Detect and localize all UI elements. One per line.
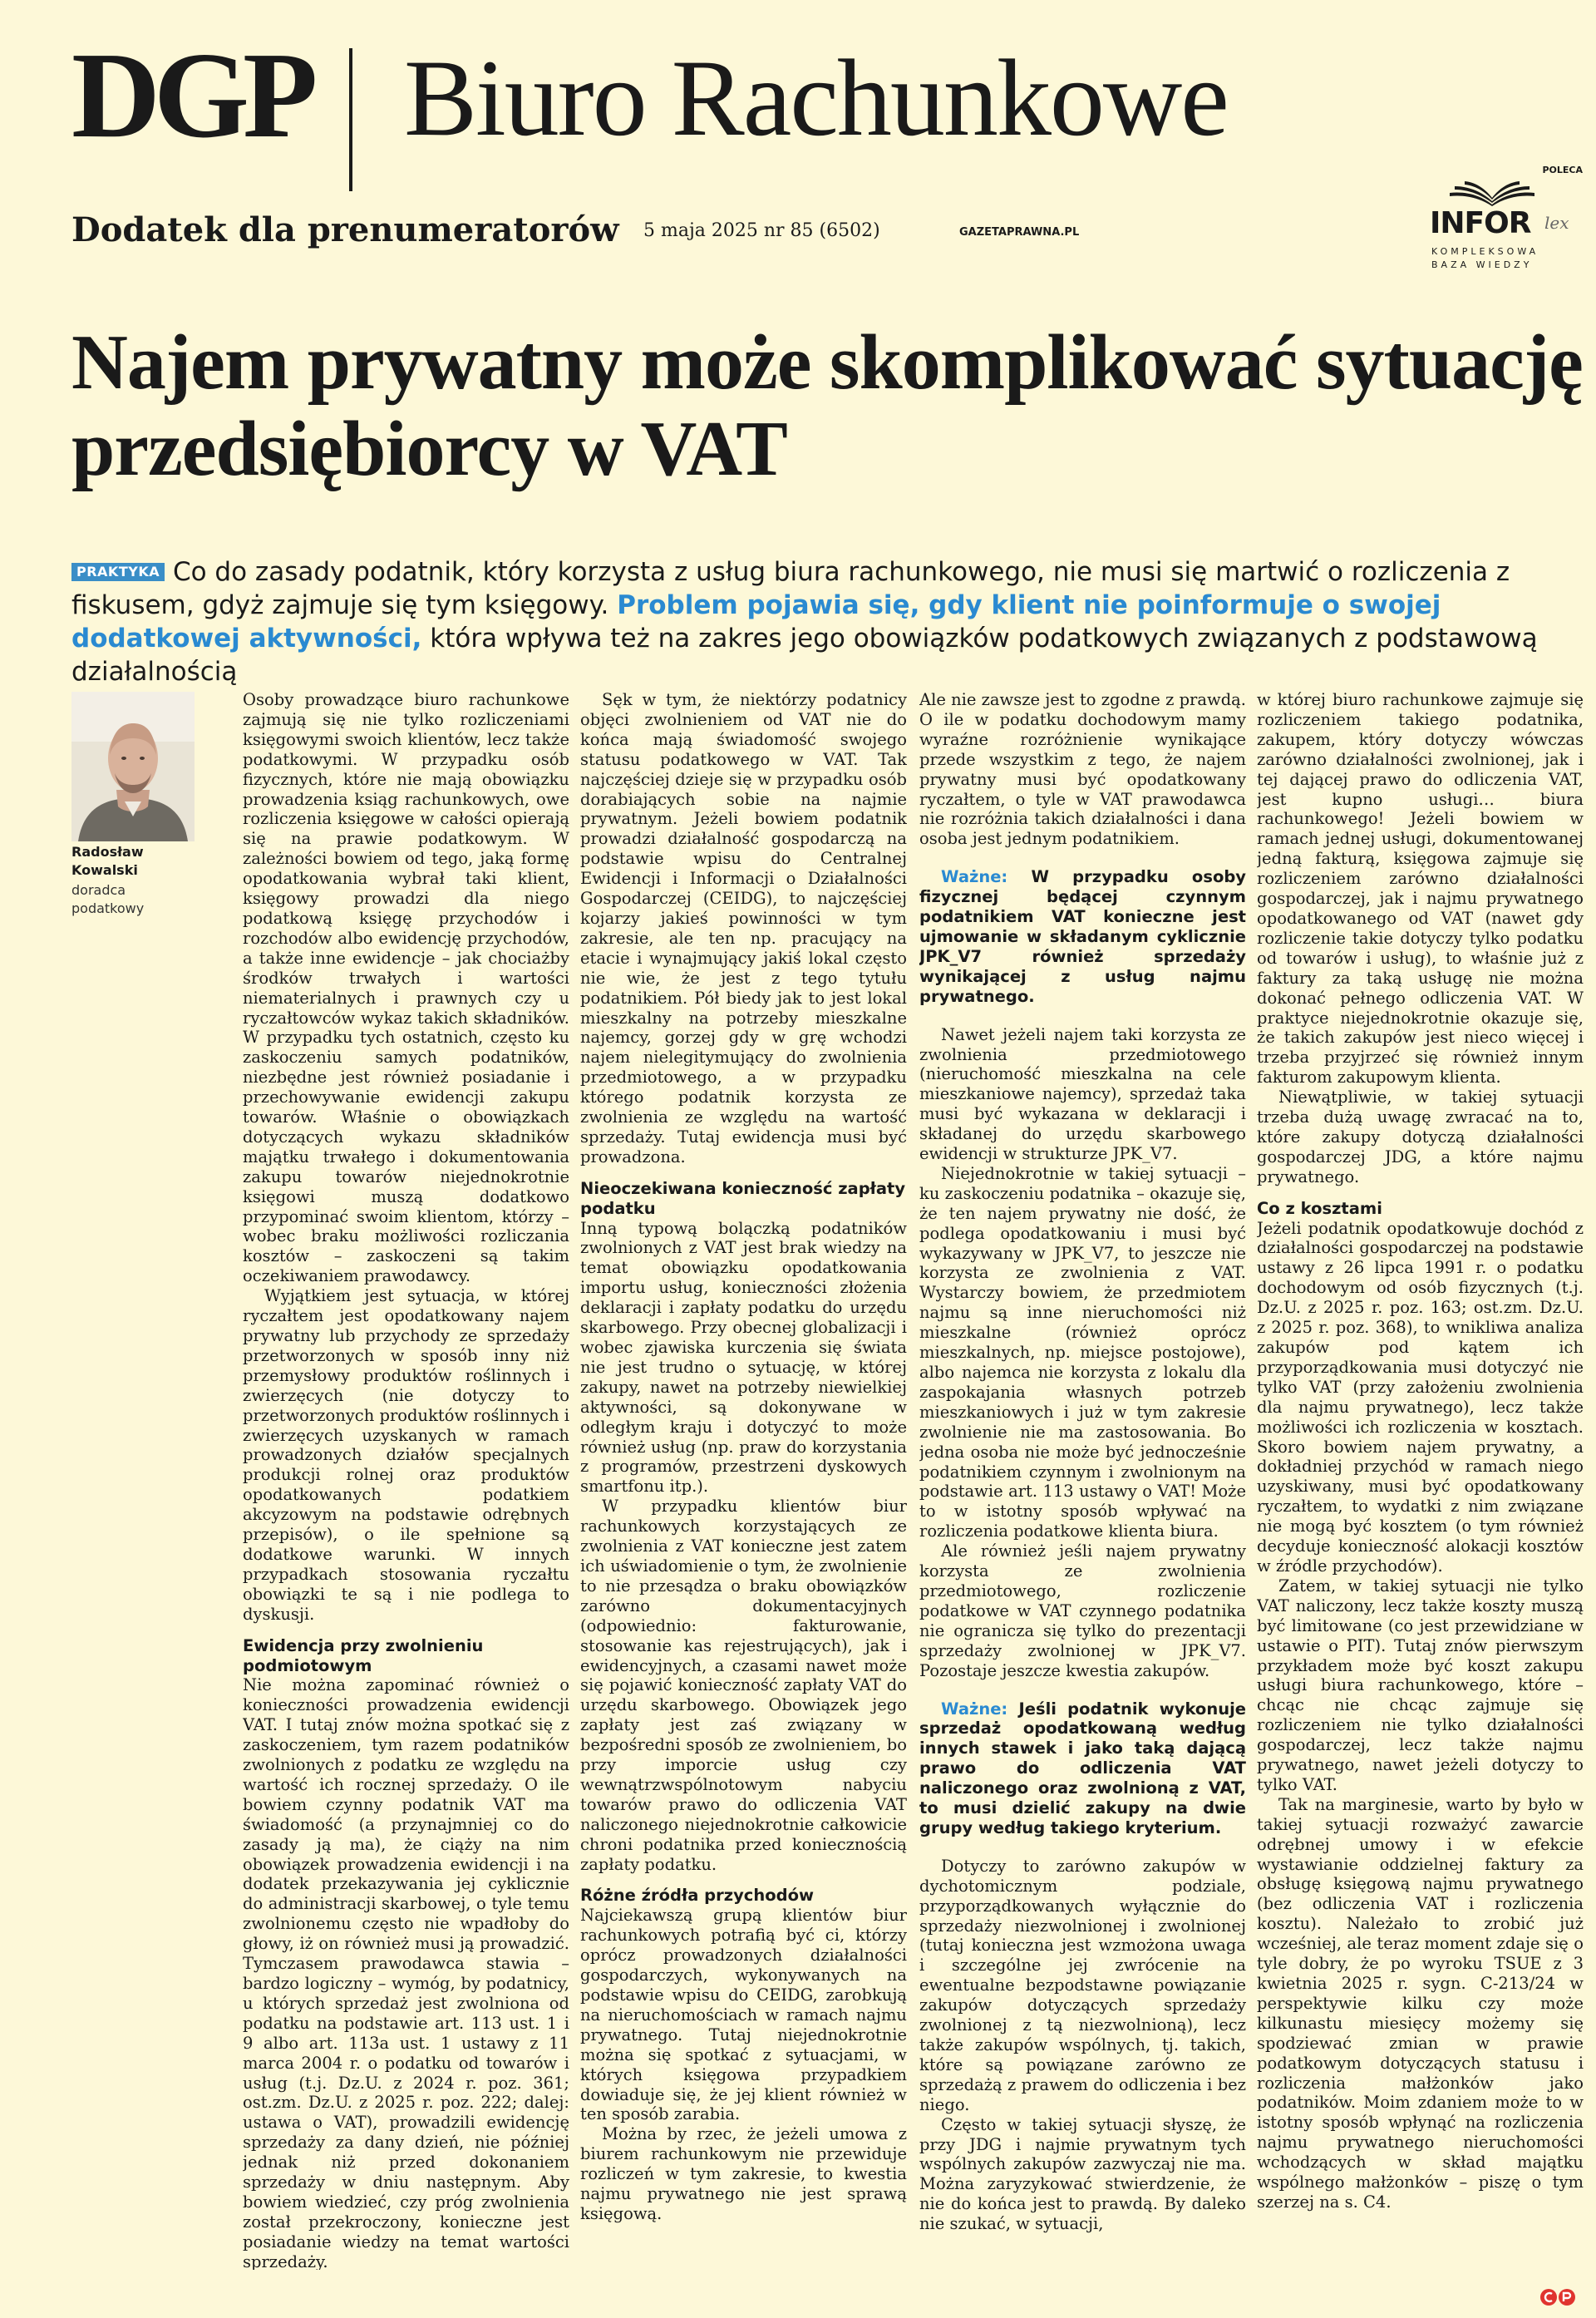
paragraph: Jeżeli podatnik opodatkowuje dochód z działalności gospodarczej na podstawie ustawy z 26 lipca 1991 r. o podatku dochodowym od osób fizycznych (t.j. Dz.U. z 2025 r. poz. 163; ost.zm. Dz.U. z 2025 r. poz. 368), to wnikliwa analiza zakupów pod kątem ich przyporządkowania musi dotyczyć nie tylko VAT (przy założeniu zwolnienia dla najmu prywatnego), lecz także możliwości ich rozliczenia w kosztach. Skoro bowiem najem prywatny, a dokładniej przychód w ramach niego uzyskiwany, musi być opodatkowany ryczałtem, to wydatki z nim związane nie mogą być kosztem (o tym również decyduje konieczność alokacji kosztów w źródle przychodów). [1257,1218,1584,1576]
paragraph: Niewątpliwie, w takiej sytuacji trzeba dużą uwagę zwracać na to, które zakupy dotyczą działalności gospodarczej JDG, a które najmu prywatnego. [1257,1087,1584,1186]
subheading: Różne źródła przychodów [580,1886,815,1906]
important-label: Ważne: [941,867,1008,887]
article-column-4 [1257,690,1584,2270]
article-column-2 [580,690,907,2270]
section-tag[interactable]: PRAKTYKA [71,563,165,581]
important-text: Jeśli podatnik wykonuje sprzedaż opodatkowaną według innych stawek i jako taką dającą prawo do odliczenia VAT naliczonego oraz zwolnioną z VAT, to musi dzielić zakupy na dwie grupy według takiego kryterium. [919,1699,1246,1837]
paragraph: Tak na marginesie, warto by było w takiej sytuacji rozważyć zawarcie odrębnej umowy i w efekcie wystawianie oddzielnej faktury za obsługę księgową najmu prywatnego (bez odliczenia VAT i rozliczenia kosztu). Należało to zrobić już wcześniej, ale teraz moment zdaje się o tyle dobry, że po wyroku TSUE z 3 kwietnia 2025 r. sygn. C-213/24 w perspektywie kilku czy może kilkunastu miesięcy możemy się spodziewać zmian w prawie podatkowym dotyczących statusu i rozliczenia małżonków jako podatników. Moim zdaniem może to w istotny sposób wpłynąć na rozliczenia najmu prywatnego nieruchomości wchodzących w skład majątku wspólnego małżonków – piszę o tym szerzej na s. C4. [1257,1794,1584,2212]
paragraph: Ale również jeśli najem prywatny korzysta ze zwolnienia przedmiotowego, rozliczenie podatkowe w VAT czynnego podatnika nie ogranicza się tylko do prezentacji sprzedaży zwolnionej w JPK_V7. Pozostaje jeszcze kwestia zakupów. [919,1541,1246,1680]
lead-text-1: Co do zasady podatnik, który korzysta z usług biura rachunkowego, nie musi się martwić o rozliczenia z fiskusem, gdyż zajmuje się tym księgowy. [71,557,1510,620]
infor-lex: lex [1544,213,1569,233]
article-column-1 [243,690,569,2270]
masthead-divider [349,48,352,191]
subheading: Nieoczekiwana konieczność zapłaty podatku [580,1178,906,1218]
lead-highlight: Problem pojawia się, gdy klient nie poinformuje o swojej dodatkowej aktywności, [71,590,1441,653]
paragraph: Osoby prowadzące biuro rachunkowe zajmują się nie tylko rozliczeniami księgowymi swoich klientów, lecz także podatkowymi. W przypadku osób fizycznych, które nie mają obowiązku prowadzenia ksiąg rachunkowych, owe rozliczenia księgowe w całości opierają się na prawie podatkowym. W zależności bowiem od tego, jaką formę opodatkowania wybrał taki klient, księgowy prowadzi dla niego podatkową księgę przychodów i rozchodów albo ewidencję przychodów, a także inne ewidencje – jak chociażby środków trwałych i wartości niematerialnych i prawnych czy u ryczałtowców wykaz takich składników. W przypadku tych ostatnich, często ku zaskoczeniu samych podatników, niezbędne jest również posiadanie i przechowywanie ewidencji zakupu towarów. Właśnie o obowiązkach dotyczących wykazu składników majątku trwałego i dokumentowania zakupu towarów niejednokrotnie księgowi muszą dodatkowo przypominać swoim klientom, którzy – wobec braku możliwości rozliczania kosztów – zaskoczeni są takim oczekiwaniem prawodawcy. [243,690,569,1286]
issue-date: 5 maja 2025 nr 85 (6502) [643,220,880,241]
infor-tagline-1: KOMPLEKSOWA [1431,246,1539,257]
important-note [919,867,1246,1006]
paragraph: Dotyczy to zarówno zakupów w dychotomicznym podziale, przyporządkowanych wyłącznie do sprzedaży niezwolnionej i zwolnionej (tutaj konieczna jest wzmożona uwaga i szczególne jej zwrócenie na ewentualne bezpodstawne powiązanie zakupów dotyczących sprzedaży zwolnionej z tą niezwolnioną), lecz także zakupów wspólnych, tj. takich, które są powiązane zarówno ze sprzedażą z prawem do odliczenia i bez niego. [919,1856,1246,2114]
infor-tagline-2: BAZA WIEDZY [1431,259,1533,270]
poleca-label: POLECA [1542,165,1583,175]
subheading: Co z kosztami [1257,1198,1382,1218]
paragraph: Najciekawszą grupą klientów biur rachunkowych potrafią być ci, którzy oprócz prowadzonych działalności gospodarczych, wykonywanych na podstawie wpisu do CEIDG, zarobkują na nieruchomościach w ramach najmu prywatnego. Tutaj niejednokrotnie można się spotkać z sytuacjami, w których księgowa przypadkiem dowiaduje się, że jej klient również w ten sposób zarabia. [580,1906,907,2124]
paragraph: Często w takiej sytuacji słyszę, że przy JDG i najmie prywatnym tych wspólnych zakupów zazwyczaj nie ma. Można zaryzykować stwierdzenie, że nie do końca jest to prawdą. By daleko nie szukać, w sytuacji, [919,2114,1246,2234]
article-lead [71,555,1584,688]
paragraph: w której biuro rachunkowe zajmuje się rozliczeniem takiego podatnika, zakupem, który dotyczy wówczas zarówno działalności zwolnionej, jak i tej dającej prawo do odliczenia VAT, jest kupno usługi… biura rachunkowego! Jeżeli bowiem w ramach jednej usługi, dokumentowanej jedną fakturą, księgowa zajmuje się rozliczeniem zarówno działalności gospodarczej, jak i najmu prywatnego opodatkowanego od VAT (nawet gdy rozliczenie takie dotyczy tylko podatku od towarów i usług), to właśnie już z faktury za taką usługę nie można dokonać pełnego odliczenia VAT. W praktyce niejednokrotnie okazuje się, że takich zakupów jest nieco więcej i trzeba przyjrzeć się również innym fakturom zakupowym klienta. [1257,690,1584,1087]
infor-ad[interactable] [1430,165,1588,273]
subheading: Ewidencja przy zwolnieniu podmiotowym [243,1635,484,1675]
paragraph: Ale nie zawsze jest to zgodne z prawdą. O ile w podatku dochodowym mamy wyraźne rozróżnienie wynikające przede wszystkim z tego, że najem prywatny musi być opodatkowany ryczałtem, o tyle w VAT prawodawca nie rozróżnia takich działalności i dana osoba jest jednym podatnikiem. [919,690,1246,849]
paragraph: Zatem, w takiej sytuacji nie tylko VAT naliczony, lecz także koszty muszą być limitowane (co jest przewidziane w ustawie o PIT). Tutaj znów pierwszym przykładem może być koszt zakupu usługi biura rachunkowego, które – chcąc nie chcąc zajmuje się rozliczeniem nie tylko działalności gospodarczej, lecz także najmu prywatnego, nawet jeżeli dotyczy to tylko VAT. [1257,1576,1584,1794]
paragraph: Niejednokrotnie w takiej sytuacji – ku zaskoczeniu podatnika – okazuje się, że ten najem prywatny nie dość, że podlega opodatkowaniu i musi być wykazywany w JPK_V7, to jeszcze nie korzysta ze zwolnienia z VAT. Wystarczy bowiem, że przedmiotem najmu są inne nieruchomości niż mieszkalne (również oprócz mieszkalnych, np. miejsce postojowe), albo najemca nie korzysta z lokalu dla zaspokajania własnych potrzeb mieszkaniowych i już w tym zakresie zwolnienie nie ma zastosowania. Bo jedna osoba nie może być jednocześnie podatnikiem czynnym i zwolnionym na podstawie art. 113 ustawy o VAT! Może to w istotny sposób wpływać na rozliczenia podatkowe klienta biura. [919,1163,1246,1541]
author-role: doradca podatkowy [71,882,145,916]
supplement-label: Dodatek dla prenumeratorów [71,210,619,249]
article-headline: Najem prywatny może skomplikować sytuację przedsiębiorcy w VAT [71,319,1583,492]
brand-logo[interactable]: DGP [71,27,312,164]
paragraph: Sęk w tym, że niektórzy podatnicy objęci zwolnieniem od VAT nie do końca mają świadomość swojego statusu podatkowego w VAT. Tak najczęściej dzieje się w przypadku osób dorabiających sobie na najmie prywatnym. Jeżeli bowiem podatnik prowadzi działalność gospodarczą na podstawie wpisu do Centralnej Ewidencji i Informacji o Działalności Gospodarczej (CEIDG), to najczęściej kojarzy jakieś powinności w tym zakresie, ale ten np. pracujący na etacie i wynajmujący jakiś lokal często nie wie, że jest z tego tytułu podatnikiem. Pół biedy jak to jest lokal mieszkalny na potrzeby mieszkalne najemcy, gorzej gdy w grę wchodzi najem nielegitymujący do zwolnienia przedmiotowego, a w przypadku którego podatnik korzysta ze zwolnienia ze względu na wartość sprzedaży. Tutaj ewidencja musi być prowadzona. [580,690,907,1166]
paragraph: Nawet jeżeli najem taki korzysta ze zwolnienia przedmiotowego (nieruchomość mieszkalna na cele mieszkaniowe najemcy), sprzedaż taka musi być wykazana w deklaracji i składanej do urzędu skarbowego ewidencji w strukturze JPK_V7. [919,1024,1246,1164]
avatar [71,692,195,841]
author-name: Radosław Kowalski [71,844,144,878]
section-title: Biuro Rachunkowe [404,37,1228,159]
paragraph: Można by rzec, że jeżeli umowa z biurem rachunkowym nie przewiduje rozliczeń w tym zakresie, to kwestia najmu prywatnego nie jest sprawą księgową. [580,2124,907,2223]
important-label: Ważne: [941,1699,1008,1719]
paragraph: Nie można zapominać również o konieczności prowadzenia ewidencji VAT. I tutaj znów można spotkać się z zaskoczeniem, tym razem podatników zwolnionych z podatku ze względu na wartość ich rocznej sprzedaży. O ile bowiem czynny podatnik VAT ma świadomość (a przynajmniej co do zasady ją ma), że ciąży na nim obowiązek prowadzenia ewidencji i na dodatek przekazywania jej cyklicznie do administracji skarbowej, o tyle temu zwolnionemu często nie wpadłoby do głowy, iż on również musi ją prowadzić. Tymczasem prawodawca stawia – bardzo logiczny – wymóg, by podatnicy, u których sprzedaż jest zwolniona od podatku na podstawie art. 113 ust. 1 i 9 albo art. 113a ust. 1 ustawy z 11 marca 2004 r. o podatku od towarów i usług (t.j. Dz.U. z 2024 r. poz. 361; ost.zm. Dz.U. z 2025 r. poz. 222; dalej: ustawa o VAT), prowadzili ewidencję sprzedaży za dany dzień, nie później jednak niż przed dokonaniem sprzedaży w dniu następnym. Aby bowiem wiedzieć, czy próg zwolnienia został przekroczony, konieczne jest posiadanie wiedzy na temat wartości sprzedaży. [243,1675,569,2270]
cp-badge-icon [1539,2288,1576,2306]
paragraph: Wyjątkiem jest sytuacja, w której ryczałtem jest opodatkowany najem prywatny lub przychody ze sprzedaży przetworzonych w sposób inny niż przemysłowy produktów roślinnych i zwierzęcych (nie dotyczy to przetworzonych produktów roślinnych i zwierzęcych uzyskanych w ramach prowadzonych działów specjalnych produkcji rolnej oraz produktów opodatkowanych podatkiem akcyzowym na podstawie odrębnych przepisów), o ile spełnione są dodatkowe warunki. W innych przypadkach stosowania ryczałtu obowiązki te są i nie podlega to dyskusji. [243,1286,569,1624]
important-note [919,1699,1246,1838]
paragraph: Inną typową bolączką podatników zwolnionych z VAT jest brak wiedzy na temat obowiązku opodatkowania importu usług, konieczności złożenia deklaracji i zapłaty podatku do urzędu skarbowego. Przy obecnej globalizacji i wobec zjawiska kurczenia się świata nie jest trudno o sytuację, w której zakupy, nawet na potrzeby niewielkiej aktywności, są dokonywane w odległym kraju i dotyczyć to może również usług (np. praw do korzystania z programów, przestrzeni dyskowych smartfonu itp.). [580,1218,907,1497]
author-photo [71,692,195,841]
important-text: W przypadku osoby fizycznej będącej czynnym podatnikiem VAT konieczne jest ujmowanie w składanym cyklicznie JPK_V7 również sprzedaży wynikającej z usług najmu prywatnego. [919,867,1246,1006]
article-column-3 [919,690,1246,2270]
site-link[interactable]: GAZETAPRAWNA.PL [959,226,1080,239]
open-book-icon [1446,180,1538,208]
lead-text-2: która wpływa też na zakres jego obowiązków podatkowych związanych z podstawową działalnością [71,624,1538,687]
paragraph: W przypadku klientów biur rachunkowych korzystających ze zwolnienia z VAT konieczne jest zatem ich uświadomienie o tym, że zwolnienie to nie przesądza o braku obowiązków zarówno dokumentacyjnych (odpowiednio: fakturowanie, stosowanie kas rejestrujących), jak i ewidencyjnych, a czasami nawet może się pojawić konieczność zapłaty VAT do urzędu skarbowego. Obowiązek jego zapłaty jest zaś związany w bezpośredni sposób ze zwolnieniem, bo przy imporcie usług czy wewnątrzwspólnotowym nabyciu towarów prawo do odliczenia VAT naliczonego niejednokrotnie całkowicie chroni podatnika przed koniecznością zapłaty podatku. [580,1497,907,1874]
infor-brand: INFOR [1430,206,1531,240]
